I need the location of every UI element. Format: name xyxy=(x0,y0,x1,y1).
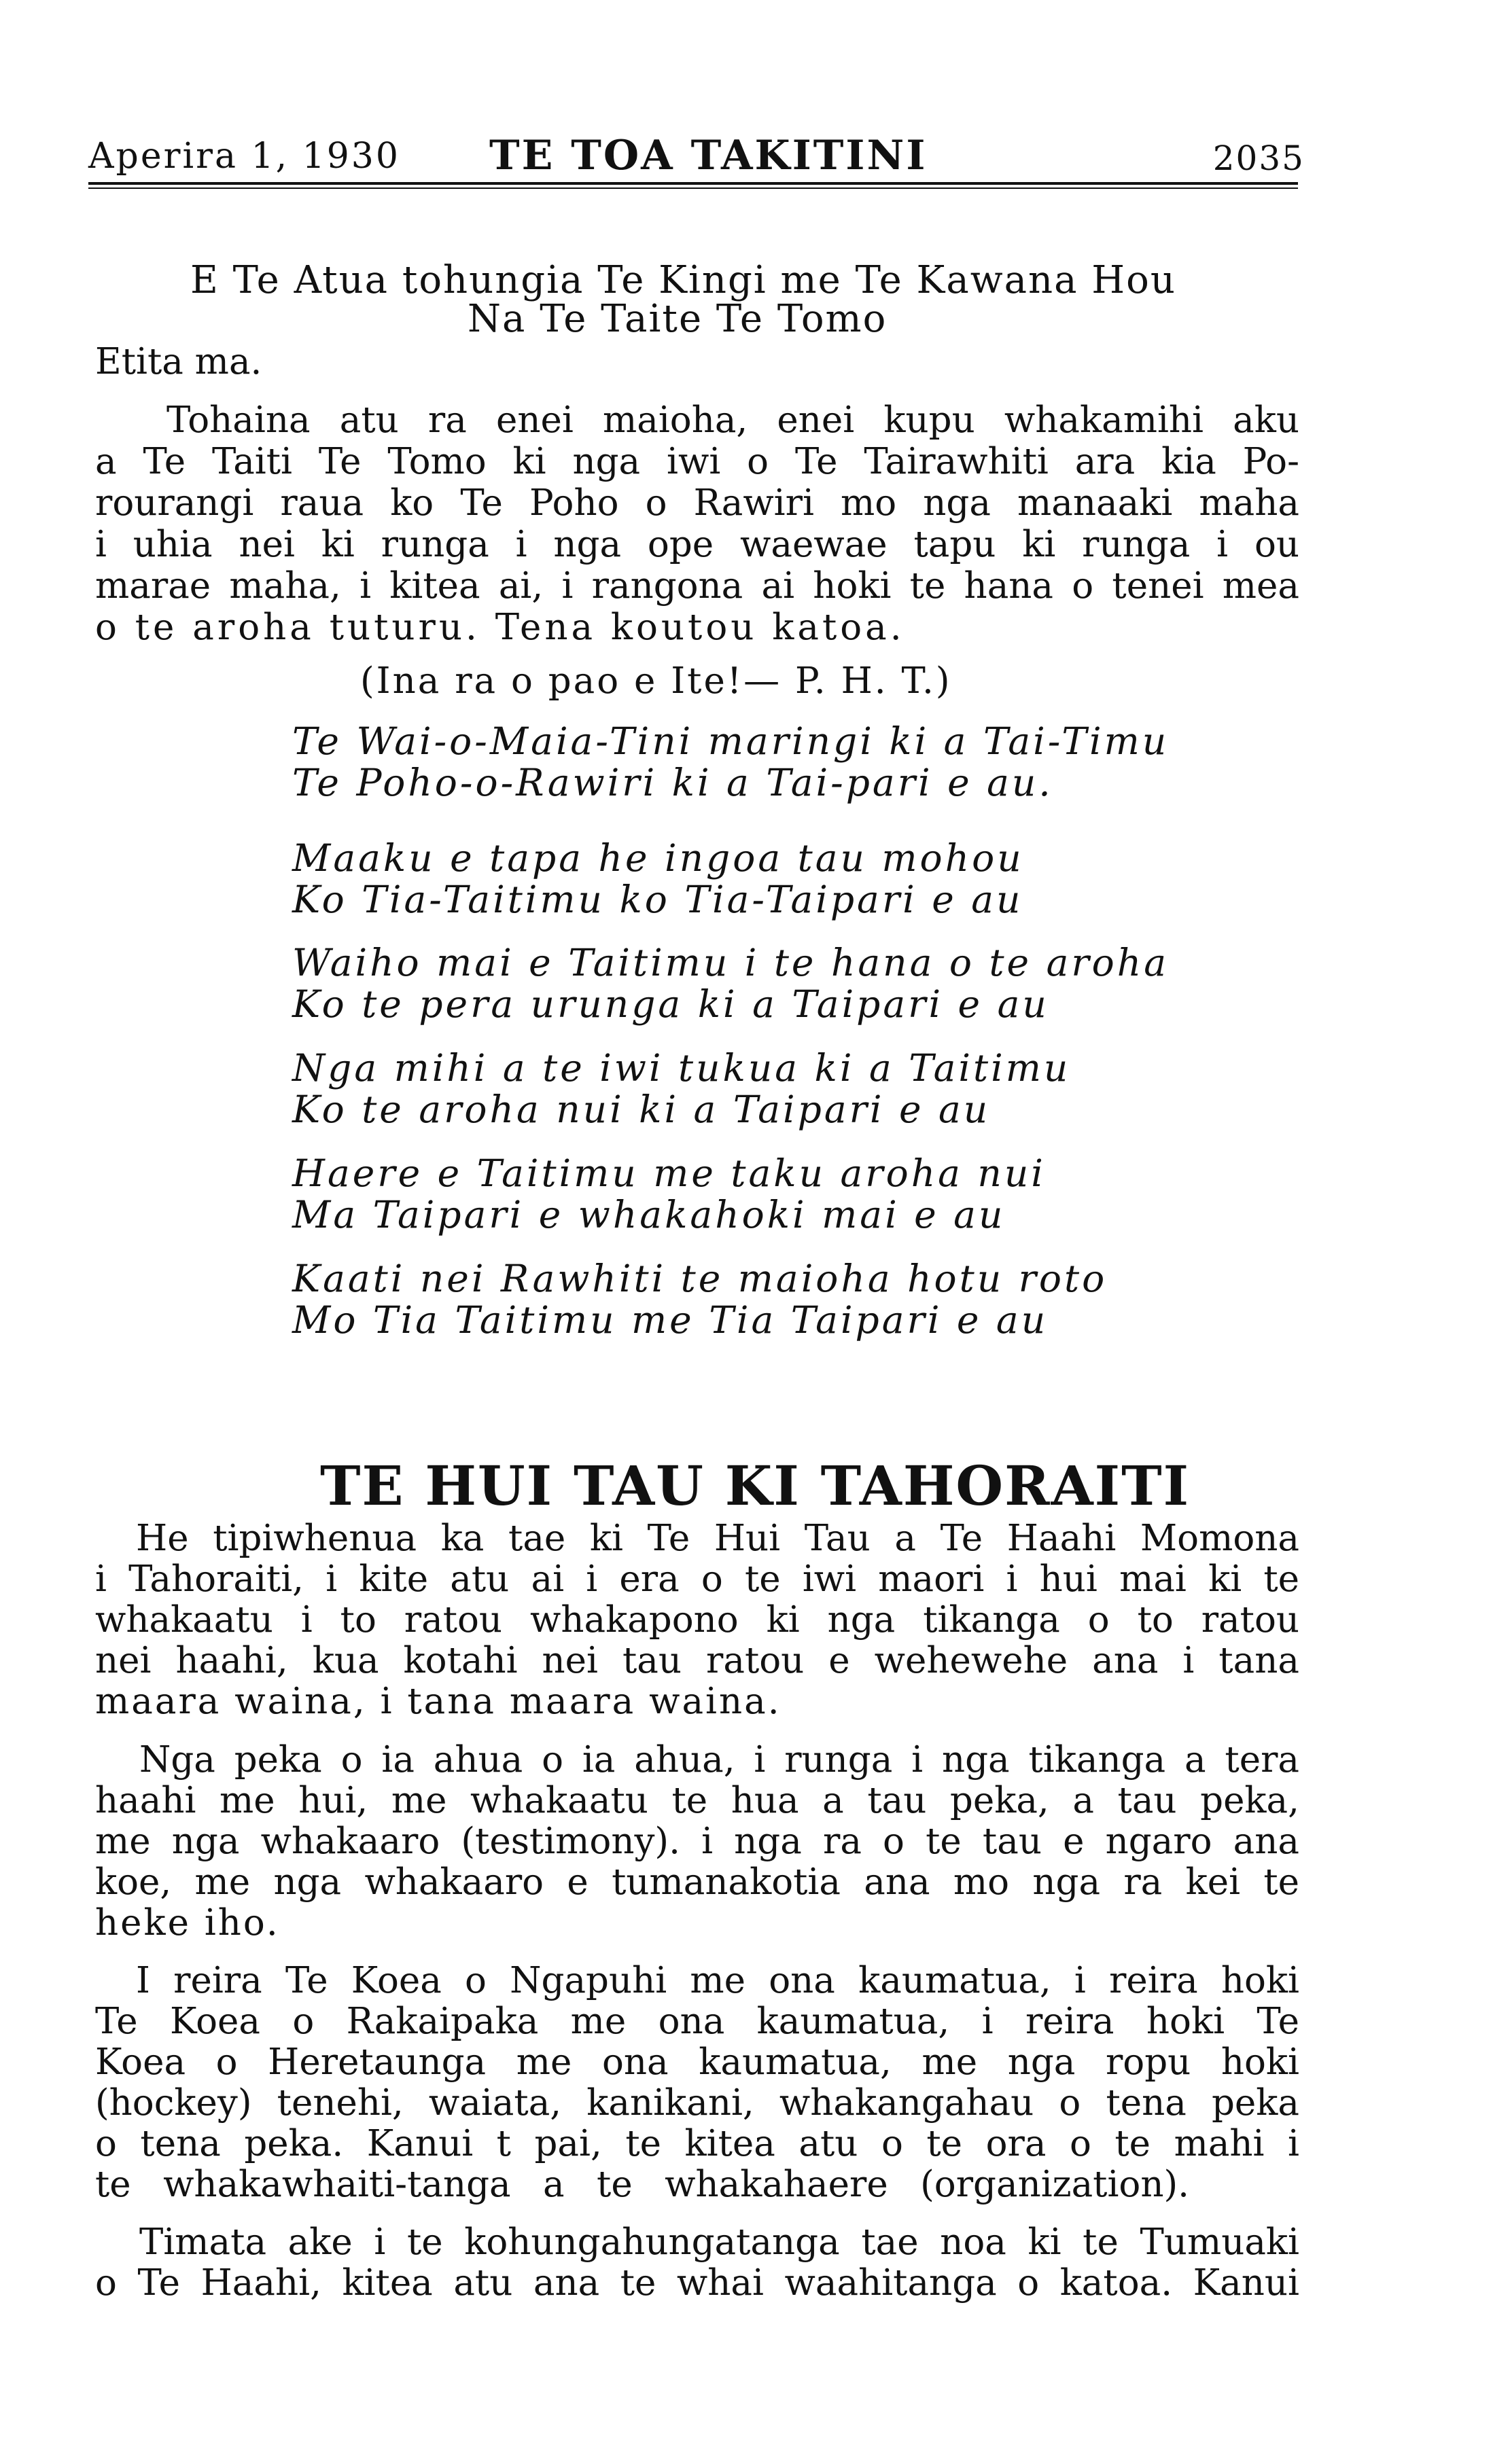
poem-line: Haere e Taitimu me taku aroha nui xyxy=(292,1151,1046,1195)
article-line: Timata ake i te kohungahungatanga tae noa ki te Tumuaki xyxy=(139,2221,1299,2263)
letter-line: marae maha, i kitea ai, i rangona ai hoki te hana o tenei mea xyxy=(95,565,1299,607)
article-line: (hockey) tenehi, waiata, kanikani, whakangahau o tena peka xyxy=(95,2082,1299,2124)
poem-line: Waiho mai e Taitimu i te hana o te aroha xyxy=(292,941,1169,984)
poem-line: Te Wai-o-Maia-Tini maringi ki a Tai-Timu xyxy=(292,719,1170,763)
tune-attribution: (Ina ra o pao e Ite!— P. H. T.) xyxy=(360,660,952,702)
poem-line: Ma Taipari e whakahoki mai e au xyxy=(292,1193,1006,1236)
poem-line: Ko Tia-Taitimu ko Tia-Taipari e au xyxy=(292,878,1023,921)
running-head xyxy=(88,132,1305,183)
header-rule xyxy=(88,182,1298,185)
poem-line: Nga mihi a te iwi tukua ki a Taitimu xyxy=(292,1046,1071,1090)
salutation-line-2: Na Te Taite Te Tomo xyxy=(468,297,888,341)
letter-opening: Etita ma. xyxy=(95,341,262,382)
article-line: me nga whakaaro (testimony). i nga ra o te tau e ngaro ana xyxy=(95,1821,1299,1862)
letter-line: o te aroha tuturu. Tena koutou katoa. xyxy=(95,607,905,648)
letter-line: i uhia nei ki runga i nga ope waewae tapu ki runga i ou xyxy=(95,524,1299,565)
article-line: koe, me nga whakaaro e tumanakotia ana mo nga ra kei te xyxy=(95,1861,1299,1903)
issue-date: Aperira 1, 1930 xyxy=(88,136,400,177)
article-line: heke iho. xyxy=(95,1902,280,1944)
article-line: o tena peka. Kanui t pai, te kitea atu o te ora o te mahi i xyxy=(95,2123,1299,2164)
article-line: nei haahi, kua kotahi nei tau ratou e wehewehe ana i tana xyxy=(95,1640,1299,1681)
poem-line: Mo Tia Taitimu me Tia Taipari e au xyxy=(292,1298,1049,1342)
article-line: o Te Haahi, kitea atu ana te whai waahitanga o katoa. Kanui xyxy=(95,2262,1299,2304)
article-line: i Tahoraiti, i kite atu ai i era o te iwi maori i hui mai ki te xyxy=(95,1558,1299,1600)
poem-line: Maaku e tapa he ingoa tau mohou xyxy=(292,836,1024,880)
article-heading: TE HUI TAU KI TAHORAITI xyxy=(319,1454,1191,1518)
poem-line: Ko te aroha nui ki a Taipari e au xyxy=(292,1088,991,1131)
article-line: maara waina, i tana maara waina. xyxy=(95,1681,782,1722)
article-line: Nga peka o ia ahua o ia ahua, i runga i nga tikanga a tera xyxy=(139,1739,1299,1781)
letter-line: rourangi raua ko Te Poho o Rawiri mo nga manaaki maha xyxy=(95,482,1299,524)
article-line: haahi me hui, me whakaatu te hua a tau peka, a tau peka, xyxy=(95,1780,1299,1821)
header-rule-thin xyxy=(88,188,1298,189)
page-number: 2035 xyxy=(1212,139,1305,178)
article-line: whakaatu i to ratou whakapono ki nga tikanga o to ratou xyxy=(95,1599,1299,1641)
article-line: He tipiwhenua ka tae ki Te Hui Tau a Te Haahi Momona xyxy=(136,1518,1299,1559)
letter-line: a Te Taiti Te Tomo ki nga iwi o Te Tairawhiti ara kia Po- xyxy=(95,441,1299,482)
poem-line: Kaati nei Rawhiti te maioha hotu roto xyxy=(292,1257,1108,1300)
poem-line: Ko te pera urunga ki a Taipari e au xyxy=(292,982,1049,1026)
publication-title: TE TOA TAKITINI xyxy=(489,132,928,179)
article-line: te whakawhaiti-tanga a te whakahaere (organization). xyxy=(95,2164,1189,2205)
article-line: I reira Te Koea o Ngapuhi me ona kaumatua, i reira hoki xyxy=(136,1960,1299,2001)
poem-line: Te Poho-o-Rawiri ki a Tai-pari e au. xyxy=(292,761,1053,804)
article-line: Koea o Heretaunga me ona kaumatua, me nga ropu hoki xyxy=(95,2041,1299,2083)
letter-line: Tohaina atu ra enei maioha, enei kupu whakamihi aku xyxy=(166,399,1299,441)
article-line: Te Koea o Rakaipaka me ona kaumatua, i reira hoki Te xyxy=(95,2001,1299,2042)
salutation-line-1: E Te Atua tohungia Te Kingi me Te Kawana Hou xyxy=(190,258,1176,302)
